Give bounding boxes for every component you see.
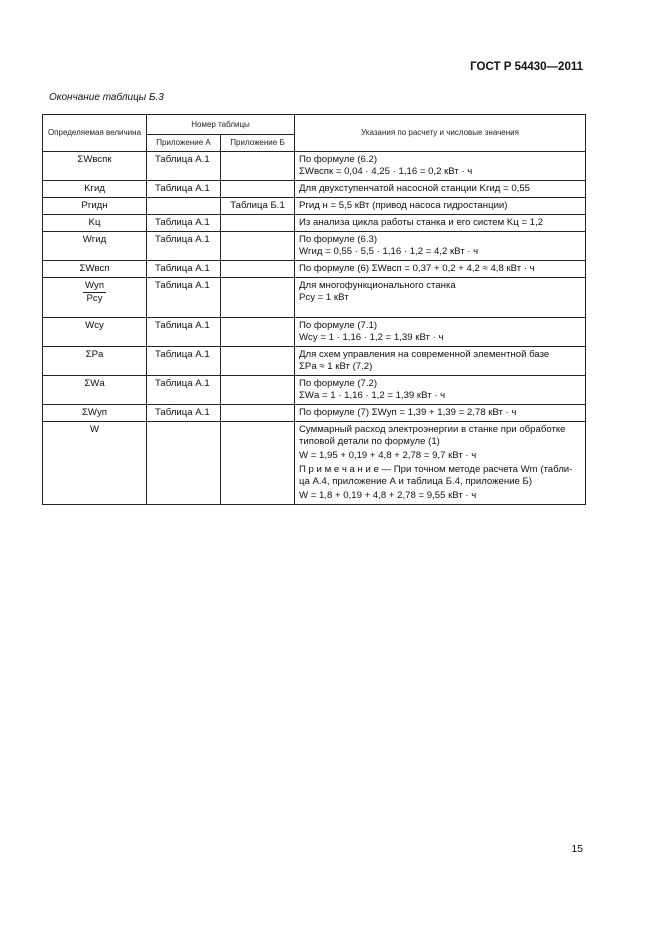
row-appendix-a: Таблица А.1 xyxy=(155,234,210,245)
table-row xyxy=(43,232,586,261)
row-instruction-line: Для двухступенчатой насосной станции Kгид = 0,55 xyxy=(299,183,531,194)
row-quantity: ΣPа xyxy=(85,349,104,360)
row-quantity: Kц xyxy=(88,217,101,228)
table-row xyxy=(43,347,586,376)
row-appendix-a: Таблица А.1 xyxy=(155,378,210,389)
row-quantity: W xyxy=(89,424,100,435)
row-instruction-line: ΣWвспк = 0,04 · 4,25 · 1,16 = 0,2 кВт · ч xyxy=(299,166,473,177)
table-row xyxy=(43,422,586,505)
table-row xyxy=(43,152,586,181)
row-instruction-line: Для схем управления на современной элементной базе xyxy=(299,349,550,360)
table-caption: Окончание таблицы Б.3 xyxy=(49,92,164,103)
table-row xyxy=(43,215,586,232)
row-appendix-a: Таблица А.1 xyxy=(155,263,210,274)
row-instruction-line: ΣPа ≈ 1 кВт (7.2) xyxy=(299,361,373,372)
row-instruction-line: Pсу = 1 кВт xyxy=(299,292,349,303)
table-row xyxy=(43,318,586,347)
row-appendix-a: Таблица А.1 xyxy=(155,154,210,165)
row-appendix-a: Таблица А.1 xyxy=(155,280,210,291)
table-row xyxy=(43,198,586,215)
table-row xyxy=(43,405,586,422)
row-quantity: $\frac{\text{Wуп}}{\text{Pсу}}$ xyxy=(84,280,105,304)
row-appendix-a: Таблица А.1 xyxy=(155,217,210,228)
row-appendix-a: Таблица А.1 xyxy=(155,320,210,331)
row-quantity: Wсу xyxy=(85,320,104,331)
row-instruction-line: Wгид = 0,55 · 5,5 · 1,16 · 1,2 = 4,2 кВт · ч xyxy=(299,246,479,257)
row-appendix-a: Таблица А.1 xyxy=(155,407,210,418)
row-quantity: Wгид xyxy=(82,234,107,245)
row-instruction-line: По формуле (6) ΣWвсп = 0,37 + 0,2 + 4,2 ≈ 4,8 кВт · ч xyxy=(299,263,535,274)
header-appendix-b: Приложение Б xyxy=(221,135,295,152)
row-instruction-line: Wсу = 1 · 1,16 · 1,2 = 1,39 кВт · ч xyxy=(299,332,444,343)
row-instruction-line: По формуле (7.2) xyxy=(299,378,378,389)
header-table-number: Номер таблицы xyxy=(147,115,295,135)
calculation-table xyxy=(42,114,586,505)
row-quantity: Pгидн xyxy=(81,200,108,211)
row-instruction-line: Суммарный расход электроэнергии в станке при обработке типовой детали по формуле (1) xyxy=(299,424,566,447)
header-appendix-a: Приложение А xyxy=(147,135,221,152)
row-instruction-line: По формуле (7) ΣWуп = 1,39 + 1,39 = 2,78 кВт · ч xyxy=(299,407,517,418)
table-row xyxy=(43,278,586,318)
header-quantity: Определяемая величина xyxy=(43,115,147,152)
row-instruction-line: Из анализа цикла работы станка и его систем Kц = 1,2 xyxy=(299,217,544,228)
row-instruction-line: Pгид н = 5,5 кВт (привод насоса гидростанции) xyxy=(299,200,508,211)
row-instruction-line: ΣWа = 1 · 1,16 · 1,2 = 1,39 кВт · ч xyxy=(299,390,446,401)
table-row xyxy=(43,376,586,405)
row-instruction-line: По формуле (7.1) xyxy=(299,320,378,331)
row-quantity: ΣWвсп xyxy=(79,263,110,274)
page-number: 15 xyxy=(571,843,583,855)
header-instructions: Указания по расчету и числовые значения xyxy=(295,115,586,152)
standard-number: ГОСТ Р 54430—2011 xyxy=(470,61,583,73)
row-quantity: ΣWуп xyxy=(82,407,107,418)
row-instruction-line: По формуле (6.2) xyxy=(299,154,378,165)
row-quantity: ΣWвспк xyxy=(77,154,112,165)
row-appendix-a: Таблица А.1 xyxy=(155,349,210,360)
row-quantity: ΣWа xyxy=(84,378,105,389)
row-appendix-b: Таблица Б.1 xyxy=(230,200,285,211)
row-instruction-line: W = 1,95 + 0,19 + 4,8 + 2,78 = 9,7 кВт · ч xyxy=(299,450,477,461)
row-instruction-line: W = 1,8 + 0,19 + 4,8 + 2,78 = 9,55 кВт · ч xyxy=(299,490,477,501)
row-note: П р и м е ч а н и е — При точном методе расчета Wm (табли-ца А.4, приложение А и таблица Б.4, приложение Б) xyxy=(299,464,573,487)
row-instruction-line: Для многофункционального станка xyxy=(299,280,456,291)
row-quantity: Kгид xyxy=(84,183,105,194)
row-instruction-line: По формуле (6.3) xyxy=(299,234,378,245)
table-row xyxy=(43,181,586,198)
table-row xyxy=(43,261,586,278)
row-appendix-a: Таблица А.1 xyxy=(155,183,210,194)
